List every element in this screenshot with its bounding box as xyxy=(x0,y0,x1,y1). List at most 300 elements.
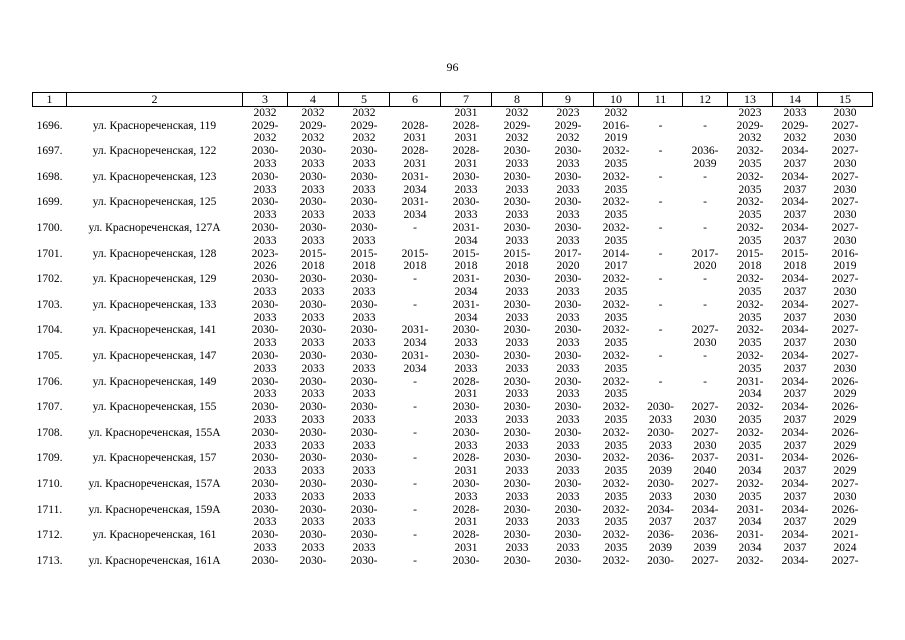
term-start-cell: 2017- xyxy=(691,247,719,260)
table-row-continuation xyxy=(33,132,873,145)
term-end-cell: 2031 xyxy=(454,541,478,554)
street-address: ул. Краснореченская, 159А xyxy=(88,503,221,516)
row-number-blank xyxy=(33,516,67,529)
row-number: 1710. xyxy=(36,477,63,490)
term-end-cell: 2033 xyxy=(253,183,277,196)
term-end-cell: 2032 xyxy=(738,132,762,145)
term-end-cell: 2035 xyxy=(604,388,628,401)
street-address-blank xyxy=(67,184,243,197)
term-start-cell: - xyxy=(658,247,663,260)
street-address: ул. Краснореченская, 161 xyxy=(92,529,217,542)
term-end-cell: 2018 xyxy=(301,260,325,273)
table-row-continuation xyxy=(33,465,873,478)
term-start-cell: - xyxy=(703,170,707,183)
term-start-cell: 2030- xyxy=(647,554,674,567)
term-end-cell: 2017 xyxy=(604,260,628,273)
term-start-cell: 2032- xyxy=(602,170,630,183)
term-start-cell: 2030- xyxy=(299,170,327,183)
table-row-continuation xyxy=(33,260,873,273)
street-address-blank xyxy=(67,363,243,376)
row-number: 1697. xyxy=(36,145,63,158)
term-start-cell: 2015- xyxy=(736,247,764,260)
term-end-cell: 2033 xyxy=(454,337,478,350)
term-end-cell: 2033 xyxy=(253,337,277,350)
term-start-cell: - xyxy=(413,529,417,542)
term-start-cell: 2027- xyxy=(831,170,859,183)
term-start-cell: - xyxy=(413,426,417,439)
table-row xyxy=(33,350,873,363)
term-start-cell: 2027- xyxy=(831,273,859,286)
term-start-cell: 2032- xyxy=(736,477,764,490)
term-start-cell: 2030- xyxy=(503,426,531,439)
term-end-cell: 2034 xyxy=(403,209,427,222)
term-end-cell: 2033 xyxy=(505,541,529,554)
term-start-cell: 2030- xyxy=(251,273,279,286)
term-end-cell: 2032 xyxy=(253,132,277,145)
term-end-cell: 2029 xyxy=(833,413,857,426)
term-start-cell: 2030- xyxy=(251,170,279,183)
term-end-cell: 2035 xyxy=(604,285,628,298)
term-end-cell: 2033 xyxy=(505,209,529,222)
term-end-cell: 2030 xyxy=(693,337,717,350)
term-end-cell: 2033 xyxy=(301,337,325,350)
table-row-continuation xyxy=(33,337,873,350)
term-start-cell: 2029- xyxy=(299,119,327,132)
term-end-cell: 2039 xyxy=(693,541,717,554)
column-number-14: 14 xyxy=(773,93,818,107)
column-number-4: 4 xyxy=(288,93,339,107)
term-start-cell: 2028- xyxy=(452,119,480,132)
term-end-cell: 2033 xyxy=(454,209,478,222)
column-number-15: 15 xyxy=(818,93,873,107)
term-start-cell: - xyxy=(658,119,663,132)
term-end-cell xyxy=(683,235,728,248)
table-row xyxy=(33,504,873,517)
term-start-cell: 2030- xyxy=(251,196,279,209)
street-address-blank xyxy=(67,132,243,145)
term-start-cell: 2032- xyxy=(602,273,630,286)
term-end-cell: 2033 xyxy=(301,209,325,222)
column-number-13: 13 xyxy=(728,93,773,107)
term-start-cell: - xyxy=(703,349,707,362)
term-start-cell: - xyxy=(413,401,417,414)
term-end-cell: 2033 xyxy=(301,388,325,401)
term-start-cell: 2030- xyxy=(452,426,480,439)
term-start-cell: 2030- xyxy=(251,426,279,439)
term-end-cell: 2033 xyxy=(556,183,580,196)
term-end-cell: 2033 xyxy=(556,516,580,529)
term-start-cell: 2030- xyxy=(647,401,674,414)
term-end-cell xyxy=(639,312,683,325)
row-number-blank xyxy=(33,184,67,197)
carry-over-cell: 2032 xyxy=(352,106,376,119)
term-end-cell xyxy=(390,286,441,299)
term-start-cell: 2030- xyxy=(554,503,582,516)
term-start-cell: 2028- xyxy=(452,375,480,388)
term-end-cell: 2035 xyxy=(738,285,762,298)
term-end-cell: 2034 xyxy=(403,183,427,196)
term-end-cell: 2032 xyxy=(783,132,807,145)
term-start-cell: 2030- xyxy=(554,529,582,542)
term-start-cell: 2027- xyxy=(831,477,859,490)
term-end-cell: 2033 xyxy=(454,183,478,196)
term-start-cell: 2030- xyxy=(554,375,582,388)
page-number: 96 xyxy=(446,60,459,74)
term-end-cell: 2035 xyxy=(604,413,628,426)
term-end-cell: 2033 xyxy=(556,465,580,478)
term-start-cell: - xyxy=(658,145,663,158)
term-start-cell: 2030- xyxy=(554,170,582,183)
term-end-cell: 2033 xyxy=(253,465,277,478)
term-start-cell: 2029- xyxy=(503,119,531,132)
term-end-cell: 2033 xyxy=(505,439,529,452)
term-end-cell: 2033 xyxy=(352,285,376,298)
term-start-cell: 2032- xyxy=(736,221,764,234)
term-start-cell: 2030- xyxy=(350,426,378,439)
term-start-cell: 2030- xyxy=(350,503,378,516)
term-start-cell: 2030- xyxy=(503,145,531,158)
term-end-cell: 2033 xyxy=(454,413,478,426)
term-start-cell: 2030- xyxy=(251,554,279,567)
term-start-cell: 2027- xyxy=(691,554,719,567)
term-end-cell: 2018 xyxy=(403,260,427,273)
term-end-cell: 2019 xyxy=(833,260,857,273)
term-start-cell: 2032- xyxy=(736,324,764,337)
term-end-cell xyxy=(639,209,683,222)
term-start-cell: 2032- xyxy=(736,401,764,414)
street-address-blank xyxy=(67,440,243,453)
term-end-cell: 2035 xyxy=(604,541,628,554)
term-end-cell: 2035 xyxy=(738,413,762,426)
term-start-cell: 2027- xyxy=(831,119,859,132)
term-end-cell: 2030 xyxy=(693,413,717,426)
term-end-cell: 2020 xyxy=(693,260,717,273)
term-end-cell: 2037 xyxy=(783,541,807,554)
column-number-8: 8 xyxy=(492,93,543,107)
term-end-cell: 2034 xyxy=(454,311,478,324)
term-start-cell: 2031- xyxy=(401,170,429,183)
street-address: ул. Краснореченская, 123 xyxy=(92,170,217,183)
term-end-cell: 2035 xyxy=(604,465,628,478)
term-start-cell: 2029- xyxy=(736,119,764,132)
term-end-cell: 2030 xyxy=(833,337,857,350)
term-end-cell: 2033 xyxy=(352,311,376,324)
term-end-cell: 2033 xyxy=(556,490,580,503)
term-end-cell: 2033 xyxy=(505,490,529,503)
term-start-cell: 2032- xyxy=(736,273,764,286)
street-address: ул. Краснореченская, 147 xyxy=(92,349,217,362)
street-address: ул. Краснореченская, 157А xyxy=(88,477,221,490)
term-end-cell: 2033 xyxy=(505,234,529,247)
term-start-cell: 2030- xyxy=(299,503,327,516)
term-start-cell: 2030- xyxy=(452,401,480,414)
term-end-cell: 2037 xyxy=(693,516,717,529)
term-end-cell: 2037 xyxy=(783,388,807,401)
term-end-cell: 2033 xyxy=(352,516,376,529)
term-start-cell: 2032- xyxy=(602,529,630,542)
term-start-cell: 2016- xyxy=(602,119,630,132)
term-start-cell: 2031- xyxy=(736,503,764,516)
term-start-cell: 2015- xyxy=(299,247,327,260)
term-end-cell: 2037 xyxy=(783,413,807,426)
street-address-blank xyxy=(67,542,243,555)
street-address: ул. Краснореченская, 161А xyxy=(88,554,221,567)
term-end-cell xyxy=(683,363,728,376)
term-start-cell: 2026- xyxy=(831,401,859,414)
term-start-cell: 2032- xyxy=(602,375,630,388)
term-start-cell: 2031- xyxy=(452,298,480,311)
term-start-cell: 2030- xyxy=(350,554,378,567)
term-start-cell: 2031- xyxy=(452,273,480,286)
term-start-cell: 2032- xyxy=(736,145,764,158)
row-number: 1703. xyxy=(36,298,63,311)
term-end-cell: 2033 xyxy=(556,388,580,401)
term-start-cell: - xyxy=(658,273,663,286)
term-start-cell: 2030- xyxy=(299,298,327,311)
term-end-cell xyxy=(639,184,683,197)
term-start-cell: 2032- xyxy=(602,401,630,414)
term-end-cell: 2033 xyxy=(556,439,580,452)
street-address: ул. Краснореченская, 155 xyxy=(92,401,217,414)
row-number: 1700. xyxy=(36,221,63,234)
term-end-cell xyxy=(639,363,683,376)
street-address-blank xyxy=(67,337,243,350)
term-start-cell: 2030- xyxy=(251,529,279,542)
term-end-cell: 2033 xyxy=(253,157,277,170)
term-start-cell: 2029- xyxy=(554,119,582,132)
term-end-cell: 2037 xyxy=(783,516,807,529)
table-row-continuation xyxy=(33,440,873,453)
term-start-cell: 2034- xyxy=(781,349,809,362)
street-address: ул. Краснореченская, 125 xyxy=(92,196,217,209)
term-start-cell: - xyxy=(413,503,417,516)
term-start-cell: 2030- xyxy=(251,324,279,337)
term-start-cell: 2027- xyxy=(831,298,859,311)
term-start-cell: 2030- xyxy=(647,426,674,439)
term-end-cell xyxy=(639,158,683,171)
term-end-cell: 2031 xyxy=(403,157,427,170)
term-end-cell: 2033 xyxy=(505,413,529,426)
row-number: 1707. xyxy=(36,401,63,414)
term-end-cell: 2037 xyxy=(783,439,807,452)
term-start-cell: 2028- xyxy=(452,503,480,516)
term-end-cell: 2033 xyxy=(352,183,376,196)
table-row-continuation xyxy=(33,414,873,427)
term-start-cell: 2030- xyxy=(503,170,531,183)
term-end-cell: 2030 xyxy=(833,234,857,247)
term-start-cell: 2030- xyxy=(554,426,582,439)
term-start-cell: 2030- xyxy=(503,196,531,209)
term-start-cell: 2028- xyxy=(401,145,429,158)
term-start-cell: 2030- xyxy=(350,375,378,388)
term-end-cell: 2031 xyxy=(454,132,478,145)
term-start-cell: - xyxy=(658,298,663,311)
carry-over-cell: 2033 xyxy=(783,106,807,119)
term-start-cell: 2029- xyxy=(781,119,809,132)
row-number: 1701. xyxy=(36,247,63,260)
term-start-cell: - xyxy=(413,221,417,234)
term-end-cell: 2037 xyxy=(783,337,807,350)
term-start-cell: 2030- xyxy=(503,221,531,234)
term-start-cell: 2034- xyxy=(781,554,809,567)
term-start-cell: 2030- xyxy=(554,401,582,414)
term-end-cell: 2035 xyxy=(604,516,628,529)
row-number-blank xyxy=(33,286,67,299)
term-end-cell: 2033 xyxy=(556,362,580,375)
row-number-blank xyxy=(33,491,67,504)
term-end-cell: 2033 xyxy=(253,490,277,503)
carry-over-cell: 2032 xyxy=(253,106,277,119)
term-start-cell: 2030- xyxy=(503,503,531,516)
term-end-cell: 2040 xyxy=(693,465,717,478)
street-address-blank xyxy=(67,286,243,299)
term-end-cell: 2037 xyxy=(783,465,807,478)
term-end-cell: 2030 xyxy=(833,183,857,196)
term-end-cell: 2032 xyxy=(301,132,325,145)
term-end-cell: 2032 xyxy=(352,132,376,145)
term-end-cell xyxy=(683,286,728,299)
term-start-cell: 2034- xyxy=(647,503,674,516)
term-start-cell: - xyxy=(413,452,417,465)
row-number-blank xyxy=(33,440,67,453)
term-end-cell: 2035 xyxy=(604,157,628,170)
term-end-cell xyxy=(683,209,728,222)
term-end-cell: 2033 xyxy=(301,311,325,324)
term-end-cell: 2034 xyxy=(403,337,427,350)
term-start-cell: 2032- xyxy=(736,426,764,439)
term-end-cell: 2029 xyxy=(833,516,857,529)
term-end-cell xyxy=(390,414,441,427)
term-end-cell: 2031 xyxy=(454,516,478,529)
term-start-cell: 2030- xyxy=(251,401,279,414)
term-end-cell xyxy=(639,260,683,273)
term-end-cell: 2029 xyxy=(833,439,857,452)
term-end-cell: 2031 xyxy=(454,157,478,170)
term-start-cell: 2030- xyxy=(554,554,582,567)
row-number-blank xyxy=(33,209,67,222)
term-end-cell: 2034 xyxy=(403,362,427,375)
term-end-cell: 2033 xyxy=(253,541,277,554)
term-start-cell: 2034- xyxy=(781,196,809,209)
term-end-cell: 2033 xyxy=(352,465,376,478)
term-start-cell: 2028- xyxy=(452,145,480,158)
term-end-cell: 2033 xyxy=(253,311,277,324)
term-start-cell: 2032- xyxy=(602,221,630,234)
term-end-cell xyxy=(390,542,441,555)
table-row-continuation xyxy=(33,363,873,376)
term-start-cell: 2027- xyxy=(831,554,859,567)
term-start-cell: - xyxy=(703,119,707,132)
term-end-cell: 2030 xyxy=(693,439,717,452)
term-end-cell: 2033 xyxy=(253,285,277,298)
term-start-cell: 2030- xyxy=(554,196,582,209)
term-end-cell: 2033 xyxy=(352,388,376,401)
term-start-cell: 2030- xyxy=(350,324,378,337)
term-end-cell: 2030 xyxy=(693,490,717,503)
term-start-cell: 2034- xyxy=(781,477,809,490)
term-end-cell: 2033 xyxy=(253,362,277,375)
column-number-9: 9 xyxy=(543,93,594,107)
term-start-cell: 2030- xyxy=(554,298,582,311)
table-row xyxy=(33,452,873,465)
column-number-7: 7 xyxy=(441,93,492,107)
street-address: ул. Краснореченская, 149 xyxy=(92,375,217,388)
term-start-cell: - xyxy=(703,196,707,209)
term-end-cell: 2033 xyxy=(352,490,376,503)
term-start-cell: 2031- xyxy=(736,375,764,388)
term-start-cell: 2026- xyxy=(831,375,859,388)
column-number-header xyxy=(33,93,873,107)
term-end-cell: 2035 xyxy=(604,439,628,452)
row-number: 1704. xyxy=(36,324,63,337)
carry-over-cell xyxy=(683,106,728,119)
term-end-cell: 2034 xyxy=(454,234,478,247)
table-row xyxy=(33,324,873,337)
term-start-cell: 2030- xyxy=(299,554,327,567)
term-end-cell: 2033 xyxy=(505,388,529,401)
term-end-cell: 2033 xyxy=(301,541,325,554)
term-start-cell: 2037- xyxy=(691,452,719,465)
term-end-cell: 2030 xyxy=(833,490,857,503)
term-start-cell: 2032- xyxy=(602,452,630,465)
term-start-cell: 2034- xyxy=(781,170,809,183)
term-start-cell: 2017- xyxy=(554,247,582,260)
term-start-cell: 2030- xyxy=(251,375,279,388)
term-start-cell: 2030- xyxy=(554,221,582,234)
carry-over-cell xyxy=(390,106,441,119)
term-start-cell: 2036- xyxy=(647,452,674,465)
row-number: 1711. xyxy=(36,503,63,516)
term-start-cell: 2032- xyxy=(602,196,630,209)
term-start-cell: 2030- xyxy=(299,452,327,465)
term-start-cell: - xyxy=(413,554,417,567)
term-end-cell: 2033 xyxy=(454,362,478,375)
term-start-cell: 2030- xyxy=(503,298,531,311)
term-start-cell: 2030- xyxy=(452,324,480,337)
term-end-cell: 2030 xyxy=(833,362,857,375)
table-row xyxy=(33,427,873,440)
term-start-cell: 2030- xyxy=(503,273,531,286)
term-end-cell: 2033 xyxy=(253,388,277,401)
row-number: 1705. xyxy=(36,349,63,362)
term-end-cell: 2035 xyxy=(738,362,762,375)
table-row xyxy=(33,196,873,209)
term-end-cell: 2033 xyxy=(505,183,529,196)
row-number-blank xyxy=(33,132,67,145)
term-start-cell: 2030- xyxy=(299,196,327,209)
term-end-cell: 2020 xyxy=(556,260,580,273)
term-end-cell: 2035 xyxy=(738,439,762,452)
row-number: 1708. xyxy=(36,426,63,439)
term-end-cell: 2018 xyxy=(352,260,376,273)
row-number: 1706. xyxy=(36,375,63,388)
table-row-continuation xyxy=(33,235,873,248)
street-address: ул. Краснореченская, 157 xyxy=(92,452,217,465)
term-start-cell: 2032- xyxy=(602,477,630,490)
term-end-cell: 2033 xyxy=(301,157,325,170)
term-start-cell: 2030- xyxy=(350,298,378,311)
term-end-cell: 2033 xyxy=(556,285,580,298)
table-row-continuation xyxy=(33,312,873,325)
term-start-cell: - xyxy=(658,196,663,209)
term-start-cell: 2030- xyxy=(251,349,279,362)
term-end-cell xyxy=(390,235,441,248)
carry-over-cell: 2023 xyxy=(738,106,762,119)
term-start-cell: - xyxy=(413,477,417,490)
table-row xyxy=(33,376,873,389)
term-start-cell: 2030- xyxy=(299,401,327,414)
term-start-cell: 2032- xyxy=(736,196,764,209)
